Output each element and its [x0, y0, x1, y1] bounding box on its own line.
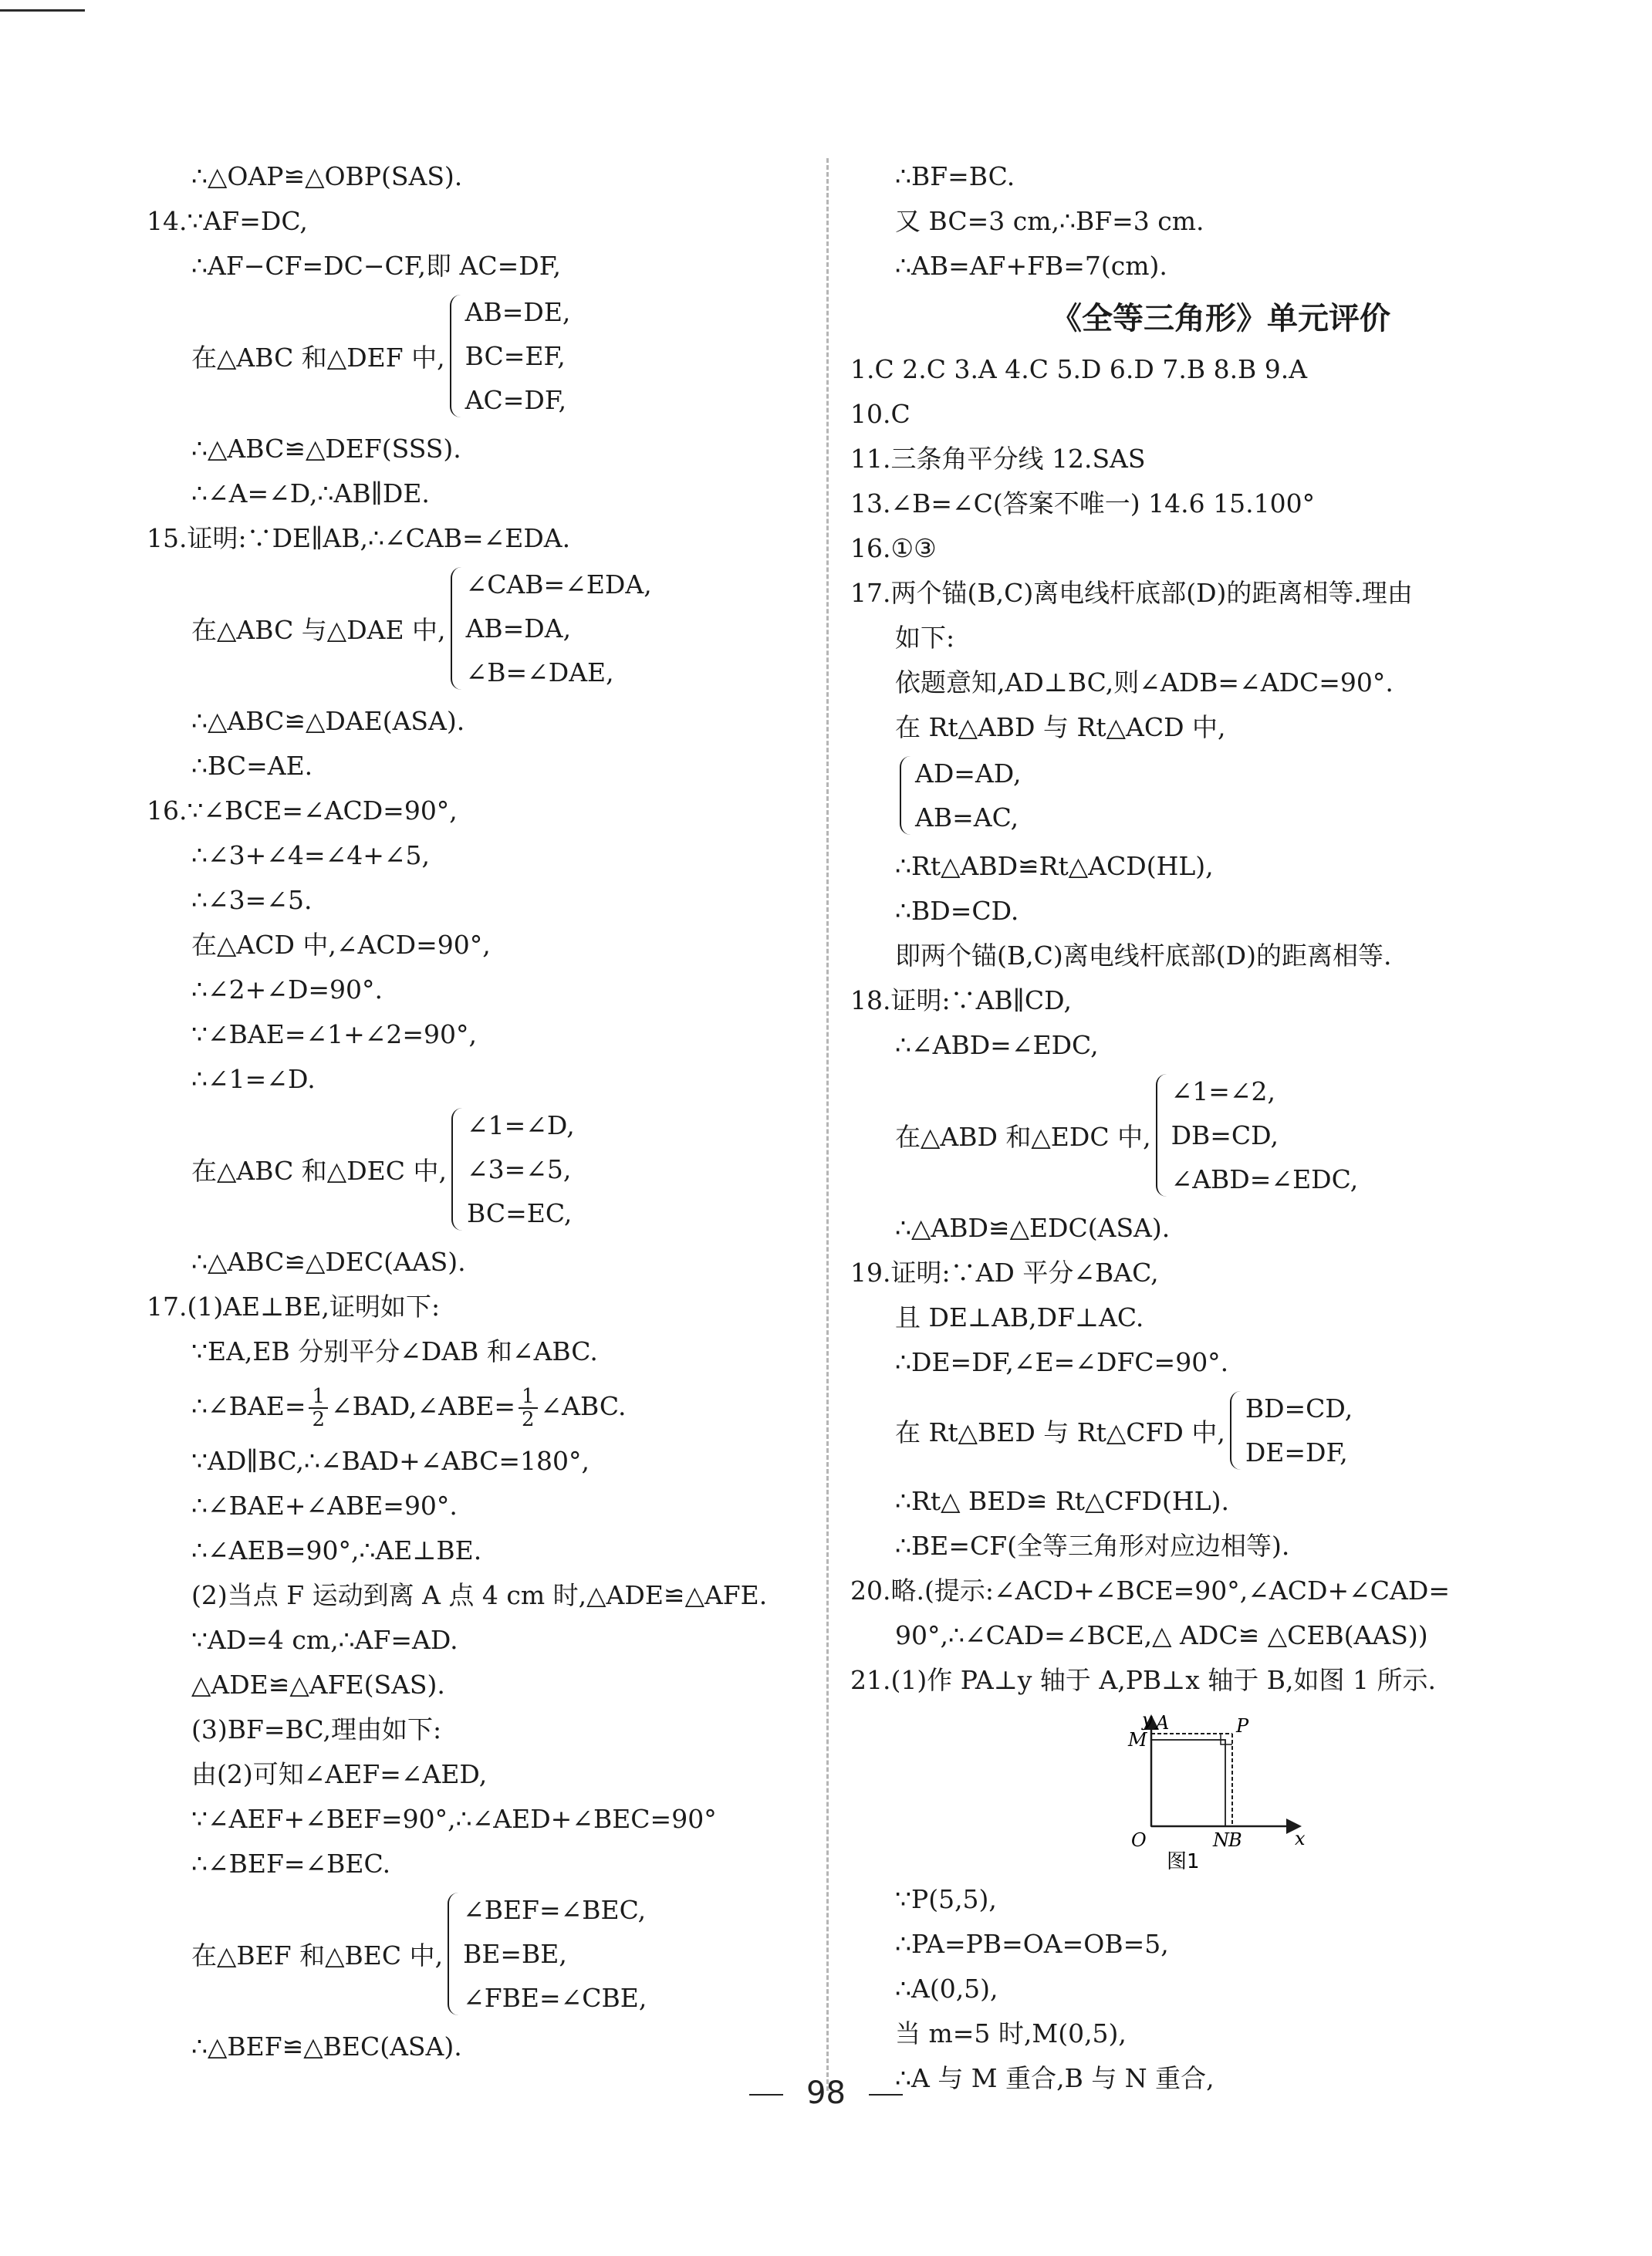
- text-line: ∴△ABC≌△DAE(ASA).: [191, 706, 465, 736]
- equation-system: [147, 290, 818, 422]
- text-line: ∵AD=4 cm,∴AF=AD.: [191, 1625, 458, 1655]
- corner-mark: [0, 9, 85, 12]
- text-line: 90°,∴∠CAD=∠BCE,△ ADC≌ △CEB(AAS)): [895, 1620, 1428, 1650]
- text-line: 16.①③: [850, 533, 937, 563]
- text-line: 1.C 2.C 3.A 4.C 5.D 6.D 7.B 8.B 9.A: [850, 354, 1308, 384]
- system-row: DE=DF,: [1245, 1437, 1348, 1467]
- text-line: ∴△ABC≌△DEF(SSS).: [191, 434, 461, 464]
- coordinate-figure: [1105, 1711, 1336, 1873]
- text-line: ∵AD∥BC,∴∠BAD+∠ABC=180°,: [191, 1446, 590, 1476]
- system-row: BE=BE,: [463, 1939, 567, 1969]
- text-line: ∴AF−CF=DC−CF,即 AC=DF,: [191, 251, 561, 281]
- text-line: ∴DE=DF,∠E=∠DFC=90°.: [895, 1347, 1229, 1377]
- text-line: ∴A(0,5),: [895, 1974, 998, 2004]
- text-line: 在 Rt△ABD 与 Rt△ACD 中,: [895, 712, 1226, 742]
- text-segment: ∠BAD,∠ABE=: [331, 1391, 515, 1421]
- text-line: 19.证明:∵AD 平分∠BAC,: [850, 1258, 1159, 1288]
- system-row: ∠CAB=∠EDA,: [465, 569, 652, 599]
- system-row: DB=CD,: [1171, 1120, 1279, 1150]
- system-lead: 在△BEF 和△BEC 中,: [191, 1940, 444, 1971]
- text-line: (2)当点 F 运动到离 A 点 4 cm 时,△ADE≌△AFE.: [191, 1580, 768, 1610]
- text-line: ∴△ABC≌△DEC(AAS).: [191, 1247, 466, 1277]
- brace: [900, 756, 912, 835]
- brace: [448, 1893, 460, 2015]
- label-y: y: [1142, 1711, 1153, 1731]
- text-line: ∴A 与 M 重合,B 与 N 重合,: [895, 2063, 1215, 2093]
- text-line: ∴AB=AF+FB=7(cm).: [895, 251, 1167, 281]
- text-line: 17.(1)AE⊥BE,证明如下:: [147, 1292, 441, 1322]
- text-line: ∴Rt△ABD≌Rt△ACD(HL),: [895, 851, 1214, 881]
- label-o: O: [1131, 1829, 1147, 1851]
- system-row: AB=AC,: [915, 802, 1019, 832]
- text-line: 即两个锚(B,C)离电线杆底部(D)的距离相等.: [895, 941, 1392, 971]
- text-line: ∴△ABD≌△EDC(ASA).: [895, 1213, 1171, 1243]
- system-row: ∠BEF=∠BEC,: [463, 1895, 647, 1925]
- text-line: ∴Rt△ BED≌ Rt△CFD(HL).: [895, 1486, 1229, 1516]
- text-line: ∴∠3+∠4=∠4+∠5,: [191, 840, 431, 870]
- text-segment: ∠ABC.: [540, 1391, 627, 1421]
- fraction-denominator: 2: [312, 1408, 326, 1431]
- label-p: P: [1236, 1715, 1249, 1737]
- text-line: ∴BE=CF(全等三角形对应边相等).: [895, 1531, 1290, 1561]
- text-line: 如下:: [895, 623, 955, 653]
- text-line: ∴BF=BC.: [895, 161, 1015, 191]
- text-line: 在△ACD 中,∠ACD=90°,: [191, 930, 491, 960]
- system-lead: 在△ABC 和△DEF 中,: [191, 343, 445, 373]
- label-x: x: [1295, 1828, 1306, 1849]
- text-line: 18.证明:∵AB∥CD,: [850, 985, 1072, 1015]
- right-column: [850, 154, 1591, 2101]
- equation-system: [147, 1103, 818, 1235]
- equation-system: [147, 562, 818, 694]
- text-line: 依题意知,AD⊥BC,则∠ADB=∠ADC=90°.: [895, 667, 1394, 697]
- system-row: BC=EC,: [466, 1198, 573, 1228]
- text-line: ∴PA=PB=OA=OB=5,: [895, 1929, 1169, 1959]
- system-row: BD=CD,: [1245, 1393, 1353, 1424]
- system-row: AC=DF,: [465, 385, 567, 415]
- text-line: ∴∠2+∠D=90°.: [191, 974, 383, 1005]
- system-lead: 在 Rt△BED 与 Rt△CFD 中,: [895, 1417, 1225, 1447]
- system-row: ∠1=∠D,: [466, 1110, 575, 1140]
- fraction-half: [309, 1386, 328, 1430]
- section-title: 《全等三角形》单元评价: [1051, 301, 1390, 336]
- figure-graphic: [1105, 1711, 1336, 1873]
- text-line: 15.证明:∵DE∥AB,∴∠CAB=∠EDA.: [147, 523, 571, 553]
- brace: [451, 1108, 464, 1231]
- text-line: 14.∵AF=DC,: [147, 206, 308, 236]
- text-line: ∴BC=AE.: [191, 751, 313, 781]
- equation-system: [850, 1069, 1591, 1201]
- page-footer: [0, 2075, 1652, 2111]
- text-line: 当 m=5 时,M(0,5),: [895, 2018, 1127, 2048]
- text-line: 21.(1)作 PA⊥y 轴于 A,PB⊥x 轴于 B,如图 1 所示.: [850, 1665, 1436, 1695]
- text-line: ∵P(5,5),: [895, 1884, 997, 1914]
- text-line: ∴BD=CD.: [895, 896, 1019, 926]
- text-line: 17.两个锚(B,C)离电线杆底部(D)的距离相等.理由: [850, 578, 1413, 608]
- text-line: ∴∠A=∠D,∴AB∥DE.: [191, 478, 430, 508]
- text-line: 16.∵∠BCE=∠ACD=90°,: [147, 795, 458, 826]
- left-column: [147, 154, 818, 2069]
- brace: [450, 295, 462, 417]
- text-line: ∴△BEF≌△BEC(ASA).: [191, 2031, 462, 2062]
- system-lead: 在△ABD 和△EDC 中,: [895, 1122, 1151, 1152]
- label-m: M: [1128, 1729, 1147, 1751]
- text-line: ∵∠BAE=∠1+∠2=90°,: [191, 1019, 478, 1049]
- column-divider: [826, 158, 829, 2091]
- text-line: 由(2)可知∠AEF=∠AED,: [191, 1759, 488, 1789]
- text-line: ∴∠BEF=∠BEC.: [191, 1849, 391, 1879]
- equation-system: [850, 751, 1591, 839]
- text-line: (3)BF=BC,理由如下:: [191, 1714, 442, 1744]
- square-mn: [1151, 1740, 1225, 1826]
- figure-caption: 图1: [1167, 1850, 1200, 1873]
- text-line: 13.∠B=∠C(答案不唯一) 14.6 15.100°: [850, 488, 1316, 518]
- text-line: △ADE≌△AFE(SAS).: [191, 1670, 445, 1700]
- page-number: 98: [806, 2075, 846, 2111]
- fraction-numerator: 1: [309, 1386, 328, 1409]
- system-row: ∠3=∠5,: [466, 1154, 572, 1184]
- text-line: 11.三条角平分线 12.SAS: [850, 444, 1146, 474]
- text-line: ∵EA,EB 分别平分∠DAB 和∠ABC.: [191, 1336, 598, 1366]
- system-row: AD=AD,: [915, 758, 1022, 789]
- label-n: N: [1213, 1829, 1229, 1851]
- fraction-line: [147, 1374, 818, 1439]
- right-angle-mark: [1221, 1734, 1232, 1744]
- system-lead: 在△ABC 和△DEC 中,: [191, 1156, 447, 1186]
- equation-system: [850, 1386, 1591, 1474]
- text-line: ∴∠AEB=90°,∴AE⊥BE.: [191, 1535, 482, 1565]
- fraction-denominator: 2: [522, 1408, 535, 1431]
- equation-system: [147, 1888, 818, 2020]
- system-row: BC=EF,: [465, 341, 566, 371]
- text-segment: ∴∠BAE=: [191, 1391, 306, 1421]
- footer-dash: [749, 2094, 783, 2096]
- label-b: B: [1228, 1829, 1242, 1851]
- fraction-numerator: 1: [519, 1386, 538, 1409]
- system-lead: 在△ABC 与△DAE 中,: [191, 615, 446, 645]
- text-line: ∴∠1=∠D.: [191, 1064, 316, 1094]
- footer-dash: [869, 2094, 903, 2096]
- system-row: ∠FBE=∠CBE,: [463, 1983, 647, 2013]
- label-a: A: [1156, 1712, 1170, 1734]
- text-line: ∴∠BAE+∠ABE=90°.: [191, 1491, 458, 1521]
- brace: [1156, 1074, 1168, 1197]
- system-row: ∠B=∠DAE,: [465, 657, 614, 687]
- text-line: 且 DE⊥AB,DF⊥AC.: [895, 1302, 1144, 1332]
- text-line: ∴△OAP≌△OBP(SAS).: [191, 161, 463, 191]
- text-line: ∵∠AEF+∠BEF=90°,∴∠AED+∠BEC=90°: [191, 1804, 717, 1834]
- fraction-half: [519, 1386, 538, 1430]
- text-line: ∴∠ABD=∠EDC,: [895, 1030, 1099, 1060]
- brace: [451, 567, 463, 690]
- brace: [1230, 1391, 1242, 1470]
- text-line: 20.略.(提示:∠ACD+∠BCE=90°,∠ACD+∠CAD=: [850, 1575, 1450, 1606]
- system-row: AB=DE,: [465, 297, 571, 327]
- text-line: ∴∠3=∠5.: [191, 885, 312, 915]
- system-row: ∠1=∠2,: [1171, 1076, 1276, 1106]
- system-row: ∠ABD=∠EDC,: [1171, 1164, 1359, 1194]
- text-line: 又 BC=3 cm,∴BF=3 cm.: [895, 206, 1204, 236]
- text-line: 10.C: [850, 399, 910, 429]
- system-row: AB=DA,: [465, 613, 572, 643]
